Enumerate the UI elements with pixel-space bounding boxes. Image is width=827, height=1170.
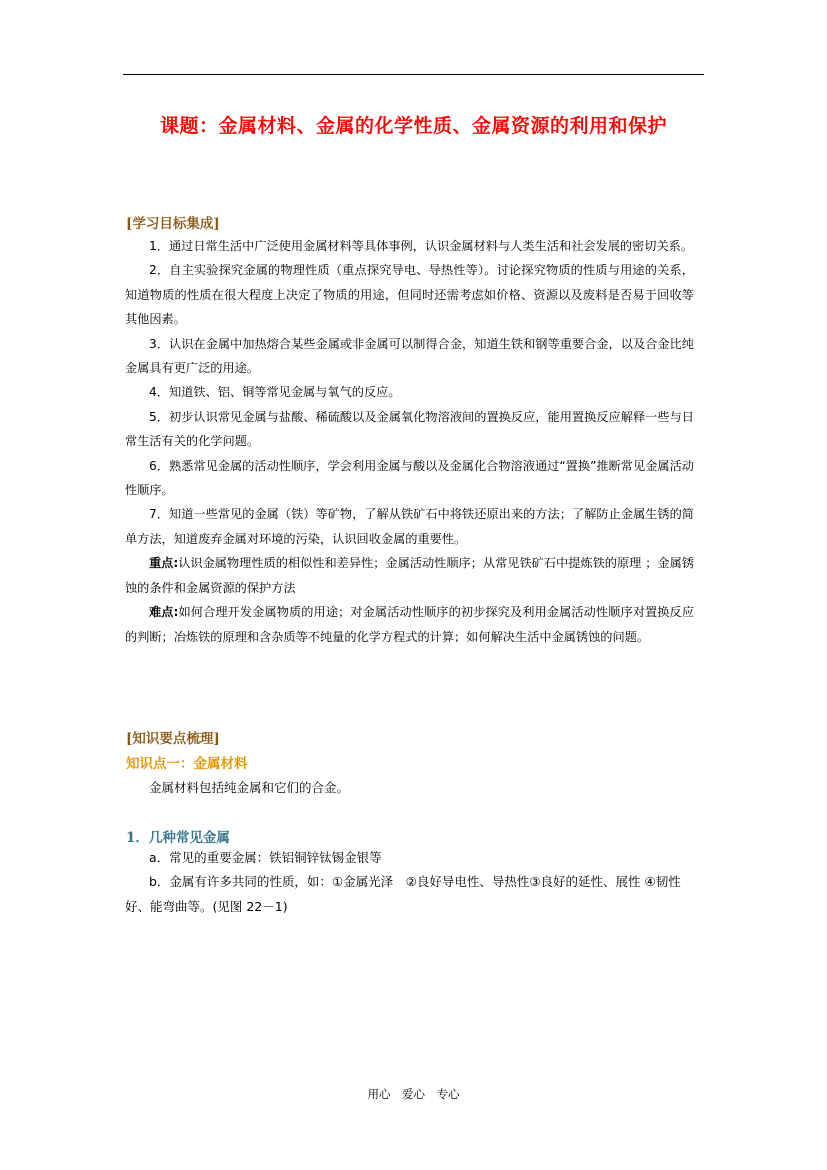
objective-item: 7．知道一些常见的金属（铁）等矿物，了解从铁矿石中将铁还原出来的方法；了解防止金属生锈的简单方法，知道废弃金属对环境的污染，认识回收金属的重要性。 — [125, 507, 694, 546]
intro-text: 金属材料包括纯金属和它们的合金。 — [149, 780, 350, 795]
page-footer: 用心 爱心 专心 — [367, 1087, 460, 1101]
objective-item: 2．自主实验探究金属的物理性质（重点探究导电、导热性等）。讨论探究物质的性质与用途的关系，知道物质的性质在很大程度上决定了物质的用途，但同时还需考虑如价格、资源以及废料是否易于回收等其他因素。 — [125, 263, 694, 327]
objective-item: 4．知道铁、铝、铜等常见金属与氧气的反应。 — [149, 385, 401, 400]
difficult-points-text: 如何合理开发金属物质的用途；对金属活动性顺序的初步探究及利用金属活动性顺序对置换反应的判断；冶炼铁的原理和含杂质等不纯量的化学方程式的计算；如何解决生活中金属锈蚀的问题。 — [125, 605, 695, 644]
key-points-text: 认识金属物理性质的相似性和差异性；金属活动性顺序；从常见铁矿石中提炼铁的原理 ；金属锈蚀的条件和金属资源的保护方法 — [125, 556, 694, 595]
metals-properties — [125, 846, 700, 919]
objectives-list — [125, 234, 694, 649]
key-points-label: 重点: — [149, 556, 179, 571]
objective-item: 5．初步认识常见金属与盐酸、稀硫酸以及金属氧化物溶液间的置换反应，能用置换反应解释一些与日常生活有关的化学问题。 — [125, 409, 694, 449]
objective-item: 1．通过日常生活中广泛使用金属材料等具体事例，认识金属材料与人类生活和社会发展的密切关系。 — [149, 239, 694, 253]
difficult-points-label: 难点: — [149, 605, 179, 620]
objective-item: 3．认识在金属中加热熔合某些金属或非金属可以制得合金，知道生铁和钢等重要合金，以及合金比纯金属具有更广泛的用途。 — [125, 336, 694, 376]
key-points — [125, 551, 694, 600]
line-a: a．常见的重要金属：铁铝铜锌钛锡金银等 — [149, 850, 382, 865]
section-heading-knowledge: [知识要点梳理] — [126, 731, 220, 747]
page-title: 课题：金属材料、金属的化学性质、金属资源的利用和保护 — [159, 115, 667, 137]
section-heading-objectives: [学习目标集成] — [126, 216, 220, 232]
knowledge-point-heading: 知识点一：金属材料 — [126, 756, 248, 772]
header-rule — [123, 74, 704, 75]
difficult-points — [125, 600, 694, 649]
subsection-heading: 1．几种常见金属 — [126, 830, 230, 846]
objective-item: 6．熟悉常见金属的活动性顺序，学会利用金属与酸以及金属化合物溶液通过“置换”推断常见金属活动性顺序。 — [125, 458, 694, 498]
line-b: b．金属有许多共同的性质，如：①金属光泽 ②良好导电性、导热性③良好的延性、展性 ④韧性好、能弯曲等。(见图 22－1) — [125, 874, 681, 914]
